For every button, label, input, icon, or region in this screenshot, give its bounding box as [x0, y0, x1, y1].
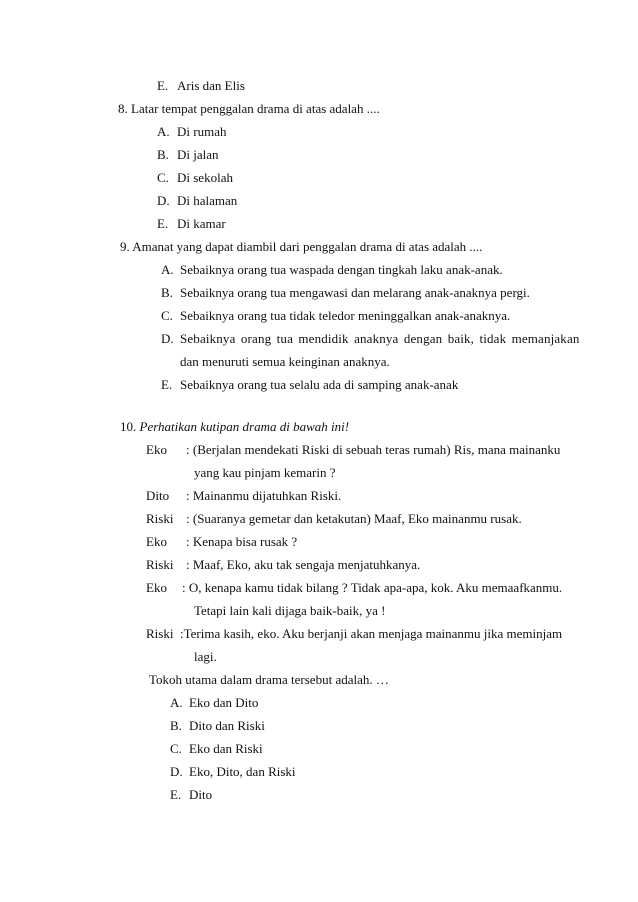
option-text: Eko dan Riski	[189, 741, 263, 756]
q9-option-c	[161, 308, 510, 324]
option-letter: B.	[157, 147, 169, 162]
q8-option-a	[157, 124, 226, 140]
dialogue-line: : (Suaranya gemetar dan ketakutan) Maaf, Eko mainanmu rusak.	[186, 511, 522, 526]
q9-question: 9. Amanat yang dapat diambil dari penggalan drama di atas adalah ....	[120, 239, 483, 254]
q9-option-d	[161, 331, 580, 347]
q7-option-e	[157, 78, 245, 94]
q9-option-d-continued: dan menuruti semua keinginan anaknya.	[180, 354, 390, 369]
dialogue-speaker: Riski	[146, 557, 174, 572]
dialogue-speaker: Eko	[146, 534, 167, 549]
option-text: Dito	[189, 787, 213, 802]
q8-question: 8. Latar tempat penggalan drama di atas adalah ....	[118, 101, 380, 116]
option-text: Sebaiknya orang tua waspada dengan tingkah laku anak-anak.	[180, 262, 503, 277]
dialogue-line: : (Berjalan mendekati Riski di sebuah teras rumah) Ris, mana mainanku	[186, 442, 561, 457]
option-text: Eko dan Dito	[189, 695, 259, 710]
q10-option-b	[170, 718, 265, 734]
dialogue-speaker: Eko	[146, 442, 167, 457]
option-letter: A.	[157, 124, 170, 139]
option-text: Sebaiknya orang tua mendidik anaknya dengan baik, tidak memanjakan	[180, 331, 580, 346]
option-letter: E.	[157, 78, 169, 93]
option-letter: B.	[161, 285, 173, 300]
dialogue-line: : O, kenapa kamu tidak bilang ? Tidak apa-apa, kok. Aku memaafkanmu.	[182, 580, 563, 595]
option-text: Sebaiknya orang tua mengawasi dan melarang anak-anaknya pergi.	[180, 285, 530, 300]
option-letter: D.	[161, 331, 174, 346]
q10-question: Tokoh utama dalam drama tersebut adalah. …	[149, 672, 389, 687]
option-text: Sebaiknya orang tua tidak teledor meninggalkan anak-anaknya.	[180, 308, 511, 323]
dialogue-line-continued: Tetapi lain kali dijaga baik-baik, ya !	[194, 603, 386, 618]
dialogue-speaker: Riski	[146, 511, 174, 526]
option-letter: E.	[161, 377, 173, 392]
dialogue-speaker: Riski	[146, 626, 174, 641]
q10-option-e	[170, 787, 212, 803]
dialogue-line: : Maaf, Eko, aku tak sengaja menjatuhkanya.	[186, 557, 421, 572]
option-text: Dito dan Riski	[189, 718, 265, 733]
option-text: Di kamar	[177, 216, 226, 231]
dialogue-line: : Kenapa bisa rusak ?	[186, 534, 298, 549]
dialogue-line-continued: lagi.	[194, 649, 217, 664]
q8-option-c	[157, 170, 233, 186]
q8-option-b	[157, 147, 219, 163]
option-text: Sebaiknya orang tua selalu ada di samping anak-anak	[180, 377, 459, 392]
option-letter: D.	[170, 764, 183, 779]
option-text: Di rumah	[177, 124, 227, 139]
option-letter: A.	[161, 262, 174, 277]
q10-option-d	[170, 764, 296, 780]
dialogue-speaker: Dito	[146, 488, 170, 503]
q8-option-d	[157, 193, 237, 209]
option-text: Di sekolah	[177, 170, 233, 185]
q10-option-c	[170, 741, 263, 757]
q8-option-e	[157, 216, 226, 232]
q9-option-a	[161, 262, 503, 278]
q10-instruction: Perhatikan kutipan drama di bawah ini!	[139, 419, 350, 434]
option-letter: D.	[157, 193, 170, 208]
dialogue-line: : Mainanmu dijatuhkan Riski.	[186, 488, 342, 503]
option-text: Di jalan	[177, 147, 219, 162]
q9-option-b	[161, 285, 530, 301]
option-letter: A.	[170, 695, 183, 710]
option-text: Di halaman	[177, 193, 238, 208]
option-letter: C.	[170, 741, 182, 756]
option-text: Eko, Dito, dan Riski	[189, 764, 296, 779]
q10-number: 10.	[120, 419, 137, 434]
option-letter: B.	[170, 718, 182, 733]
option-letter: E.	[157, 216, 169, 231]
q10-option-a	[170, 695, 258, 711]
option-letter: C.	[161, 308, 173, 323]
q9-option-e	[161, 377, 458, 393]
option-letter: C.	[157, 170, 169, 185]
dialogue-line: :Terima kasih, eko. Aku berjanji akan menjaga mainanmu jika meminjam	[180, 626, 563, 641]
q10-heading	[120, 419, 349, 435]
dialogue-speaker: Eko	[146, 580, 167, 595]
option-letter: E.	[170, 787, 182, 802]
dialogue-line-continued: yang kau pinjam kemarin ?	[194, 465, 336, 480]
option-text: Aris dan Elis	[177, 78, 245, 93]
